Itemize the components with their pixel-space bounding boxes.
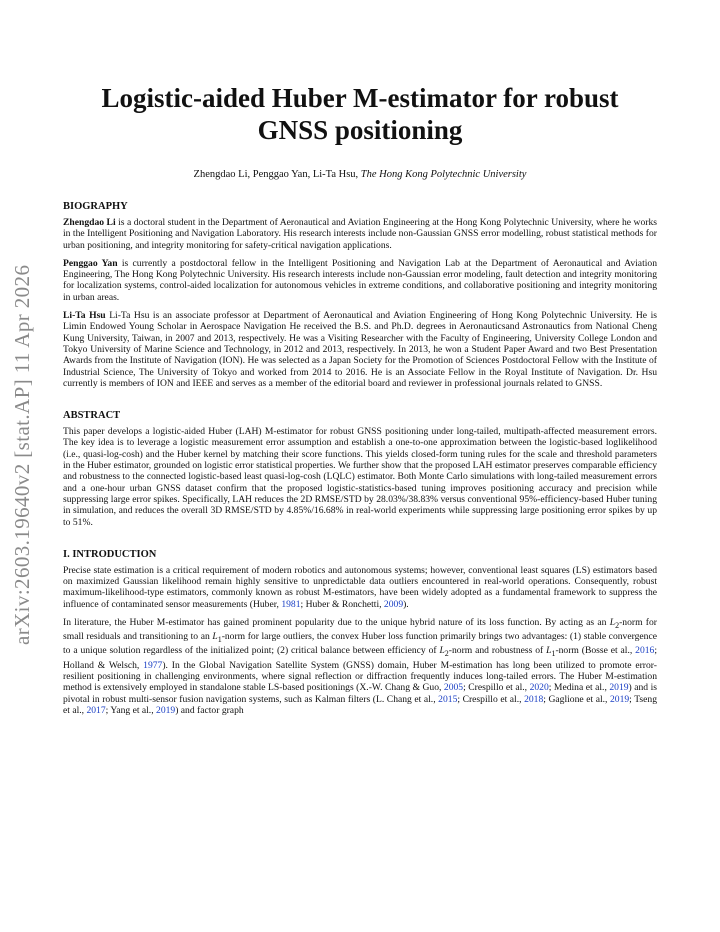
citation-link[interactable]: 1977 xyxy=(143,659,163,671)
citation-link[interactable]: 2015 xyxy=(438,693,458,705)
author-line xyxy=(63,168,657,181)
abstract-heading: ABSTRACT xyxy=(63,410,121,422)
citation-link[interactable]: 2018 xyxy=(524,693,544,705)
paper-title: Logistic-aided Huber M-estimator for robust GNSS positioning xyxy=(101,83,619,145)
citation-link[interactable]: 2019 xyxy=(609,693,630,705)
intro-paragraph-1: Precise state estimation is a critical requirement of modern robotics and autonomous systems; however, conventional least squares (LS) estimators based on maximized Gaussian likelihood remain highly sensitive to unpredictable data outliers encountered in real-world operations. Consequently, robust maximum-likelihood-type estimators, commonly known as robust M-estimators, have been widely adopted as a fundamental framework to suppress the influence of contaminated sensor measurements (Huber, 1981; Huber & Ronchetti, 2009). xyxy=(63,564,657,610)
paper-page xyxy=(63,82,657,723)
bio-name: Li-Ta Hsu xyxy=(63,310,106,322)
bio-text: Li-Ta Hsu is an associate professor at Department of Aeronautical and Aviation Engineering of Hong Kong Polytechnic University. He is Limin Endowed Young Scholar in Aerospace Navigation He received the B.S. and Ph.D. degrees in Aeronauticsand Astronautics from National Cheng Kung University, Taiwan, in 2007 and 2013, respectively. He was a Visiting Researcher with the Faculty of Engineering, University College London and Tokyo University of Marine Science and Technology, in 2012 and 2013, respectively. In 2013, he won a Student Paper Award and two Best Presentation Awards from the Institute of Navigation (ION). He was selected as a Japan Society for the Promotion of Sciences Postdoctoral Fellow with the Institute of Industrial Science, The University of Tokyo and worked from 2014 to 2016. He is an Associate Fellow in the Royal Institute of Navigation. Dr. Hsu currently is members of ION and IEEE and serves as a member of the editorial board and reviewer in professional journals related to GNSS. xyxy=(63,310,657,389)
bio-name: Zhengdao Li xyxy=(63,217,116,228)
author-names: Zhengdao Li, Penggao Yan, Li-Ta Hsu, xyxy=(193,169,361,180)
citation-link[interactable]: 2005 xyxy=(443,682,464,694)
bio-paragraph xyxy=(63,310,657,389)
bio-paragraph xyxy=(63,258,657,303)
intro-paragraph-2: In literature, the Huber M-estimator has gained prominent popularity due to the unique hybrid nature of its loss function. By acting as an $L_2$-norm for small residuals and transitioning to an $L_1$-norm for large outliers, the convex Huber loss function primarily brings two advantages: (1) stable convergence to a unique solution regardless of the initialized point; (2) critical balance between efficiency of $L_2$-norm and robustness of $L_1$-norm (Bosse et al., 2016; Holland & Welsch, 1977). In the Global Navigation Satellite System (GNSS) domain, Huber M-estimation has long been utilized to promote error-resilient positioning in challenging environments, where signal reflection or diffraction frequently induces long-tailed errors. The Huber M-estimation method is extensively employed in standalone stable LS-based positionings (X.-W. Chang & Guo, 2005; Crespillo et al., 2020; Medina et al., 2019) and is pivotal in robust multi-sensor fusion navigation systems, such as Kalman filters (L. Chang et al., 2015; Crespillo et al., 2018; Gaglione et al., 2019; Tseng et al., 2017; Yang et al., 2019) and factor graph xyxy=(63,617,657,716)
citation-link[interactable]: 2019 xyxy=(609,682,629,694)
citation-link[interactable]: 2017 xyxy=(86,704,106,716)
biography-heading: BIOGRAPHY xyxy=(63,201,128,212)
bio-paragraph xyxy=(63,217,657,251)
citation-link[interactable]: 1981 xyxy=(281,598,301,610)
bio-text: is currently a postdoctoral fellow in the Intelligent Positioning and Navigation Lab at the Department of Aeronautical and Aviation Engineering, The Hong Kong Polytechnic University. His research interests include non-Gaussian error modeling, fault detection and integrity monitoring for localization systems, control-aided localization for autonomous vehicles in extreme conditions, and collaborative positioning and integrity monitoring in urban areas. xyxy=(63,257,657,303)
abstract-text: This paper develops a logistic-aided Huber (LAH) M-estimator for robust GNSS positioning under long-tailed, multipath-affected measurement errors. The key idea is to leverage a logistic measurement error assumption and establish a one-to-one approximation between the logistic-based loglikelihood (i.e., quasi-log-cosh) and the Huber kernel by matching their score functions. This yields closed-form tuning rules for the scale and threshold parameters in the Huber estimator, grounded on logistic error statistical properties. We further show that the proposed LAH estimator preserves comparable efficiency and robustness to the connected logistic-based least quasi-log-cosh (LQLC) estimator. Both Monte Carlo simulations with long-tailed measurement errors and a one-hour urban GNSS dataset confirm that the proposed logistic-statistics-based tuning improves positioning accuracy and precision while suppressing large error spikes. Specifically, LAH reduces the 2D RMSE/STD by 28.03%/38.83% versus conventional 95%-efficiency-based Huber tuning in simulation, and reduces the overall 3D RMSE/STD by 4.85%/16.68% in real-world experiments while suppressing large positioning error spikes by up to 51%. xyxy=(63,426,657,528)
introduction-heading: I. INTRODUCTION xyxy=(63,548,157,560)
citation-link[interactable]: 2020 xyxy=(529,682,549,694)
citation-link[interactable]: 2016 xyxy=(635,645,655,657)
citation-link[interactable]: 2019 xyxy=(156,704,176,716)
bio-name: Penggao Yan xyxy=(63,257,118,269)
arxiv-identifier: arXiv:2603.19640v2 [stat.AP] 11 Apr 2026 xyxy=(10,264,34,645)
bio-text: is a doctoral student in the Department of Aeronautical and Aviation Engineering at the Hong Kong Polytechnic University, where he works in the Intelligent Positioning and Navigation Laboratory. His research interests include non-Gaussian GNSS error modelling, robust statistical methods for urban positioning, and integrity monitoring for safety-critical navigation applications. xyxy=(63,217,657,251)
citation-link[interactable]: 2009 xyxy=(383,598,404,610)
author-affiliation: The Hong Kong Polytechnic University xyxy=(360,169,527,180)
